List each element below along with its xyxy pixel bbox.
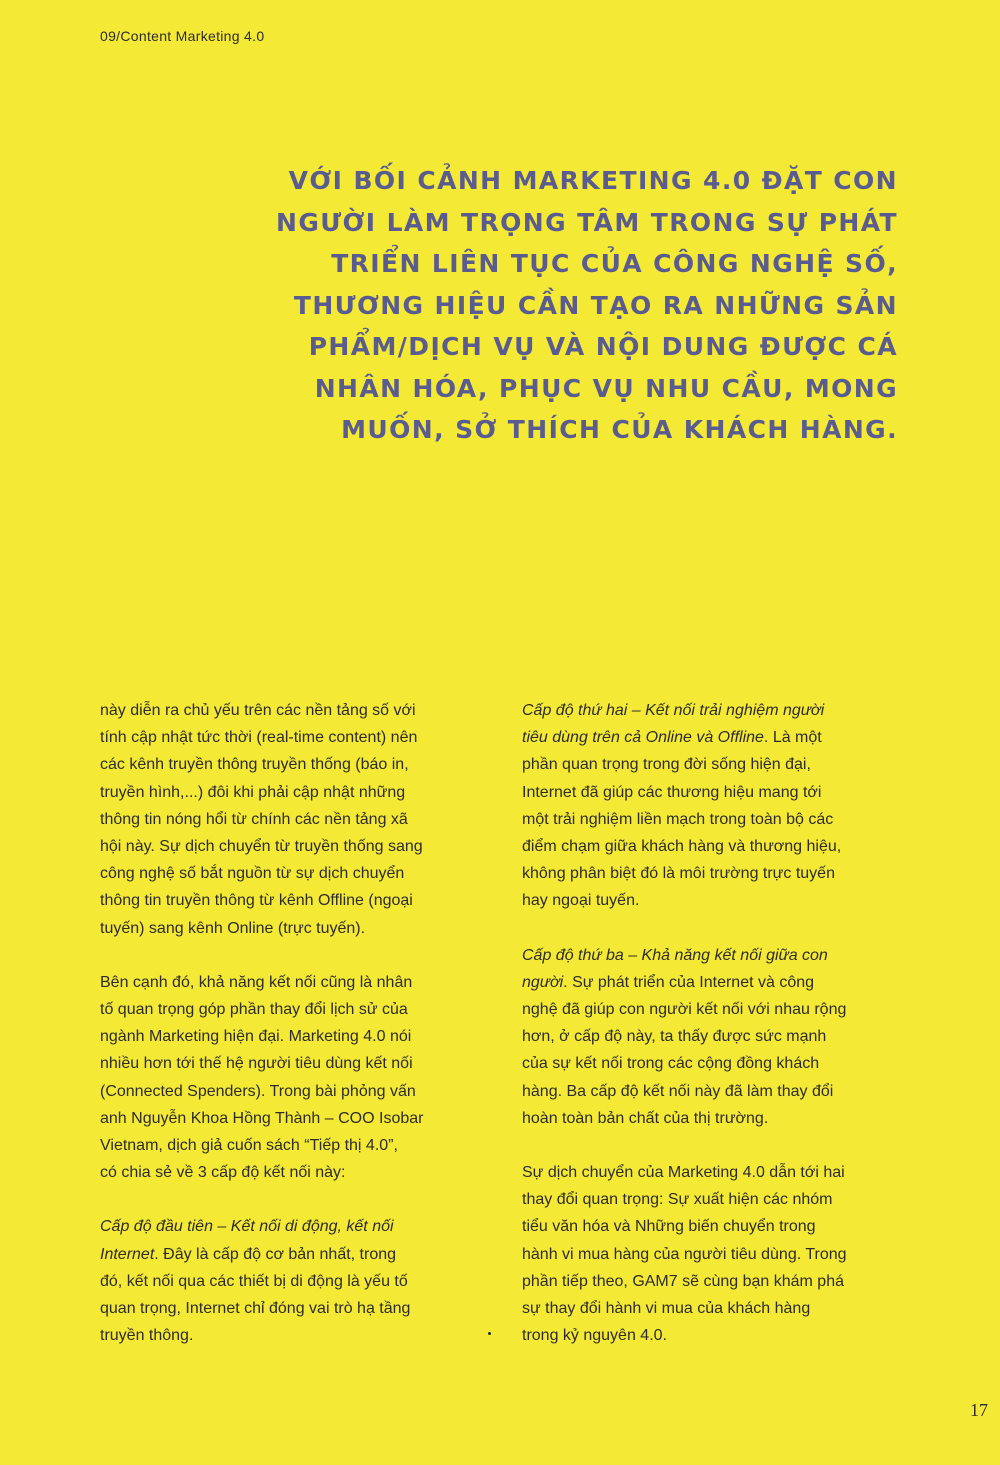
text-line: hơn, ở cấp độ này, ta thấy được sức mạnh [522,1028,827,1046]
level-one-title: Cấp độ đầu tiên – Kết nối di động, kết nối [100,1218,394,1236]
text-line [522,969,907,996]
text-line [522,724,907,751]
text-line: Internet đã giúp các thương hiệu mang tới [522,783,822,801]
text-run: . Sự phát triển của Internet và công [563,973,815,991]
text-line: công nghệ số bắt nguồn từ sự dịch chuyển [100,865,405,883]
pull-quote-line: NHÂN HÓA, PHỤC VỤ NHU CẦU, MONG [314,373,898,403]
text-line [522,942,907,969]
level-one-title-end: Internet [100,1245,155,1263]
page-number: 17 [970,1400,988,1420]
text-line: Vietnam, dịch giả cuốn sách “Tiếp thị 4.0”, [100,1137,398,1155]
text-line: tuyến) sang kênh Online (trực tuyến). [100,919,366,937]
level-three-title: Cấp độ thứ ba – Khả năng kết nối giữa con [522,946,828,964]
text-line: tiểu văn hóa và Những biến chuyển trong [522,1218,816,1236]
paragraph-connectivity [100,969,485,1187]
text-line: tính cập nhật tức thời (real-time content) nên [100,729,418,747]
text-line: phần tiếp theo, GAM7 sẽ cùng bạn khám phá [522,1272,844,1290]
paragraph-level-two [522,697,907,915]
pull-quote-line: MUỐN, SỞ THÍCH CỦA KHÁCH HÀNG. [341,415,898,444]
text-line: đó, kết nối qua các thiết bị di động là yếu tố [100,1272,408,1290]
text-line: trong kỷ nguyên 4.0. [522,1327,667,1345]
text-line [522,697,907,724]
text-line: phần quan trọng trong đời sống hiện đại, [522,756,811,774]
text-line: nghệ đã giúp con người kết nối với nhau rộng [522,1001,847,1019]
text-line: không phân biệt đó là môi trường trực tuyến [522,865,835,883]
stray-dot [488,1332,491,1335]
text-line: của sự kết nối trong các cộng đồng khách [522,1055,820,1073]
text-line: hội này. Sự dịch chuyển từ truyền thống sang [100,838,423,856]
text-line: Sự dịch chuyển của Marketing 4.0 dẫn tới hai [522,1164,845,1182]
right-column [522,697,907,1376]
text-line: quan trọng, Internet chỉ đóng vai trò hạ tầng [100,1300,411,1318]
text-run: . Đây là cấp độ cơ bản nhất, trong [154,1245,397,1263]
pull-quote-line: THƯƠNG HIỆU CẦN TẠO RA NHỮNG SẢN [293,290,898,320]
text-line: một trải nghiệm liền mạch trong toàn bộ các [522,810,834,828]
text-line: có chia sẻ về 3 cấp độ kết nối này: [100,1164,346,1182]
pull-quote-line: NGƯỜI LÀM TRỌNG TÂM TRONG SỰ PHÁT [276,207,898,237]
pull-quote-line: PHẨM/DỊCH VỤ VÀ NỘI DUNG ĐƯỢC CÁ [308,332,898,361]
text-line: truyền hình,...) đôi khi phải cập nhật những [100,783,406,801]
running-header: 09/Content Marketing 4.0 [100,28,265,44]
text-line: hàng. Ba cấp độ kết nối này đã làm thay đổi [522,1082,834,1100]
text-line: (Connected Spenders). Trong bài phỏng vấn [100,1082,416,1100]
text-line: thông tin truyền thông từ kênh Offline (ngoại [100,892,413,910]
text-line: hay ngoại tuyến. [522,892,640,910]
paragraph-conclusion [522,1159,907,1349]
pull-quote-line: VỚI BỐI CẢNH MARKETING 4.0 ĐẶT CON [288,166,898,195]
text-line: thay đổi quan trọng: Sự xuất hiện các nhóm [522,1191,833,1209]
left-column [100,697,485,1376]
text-line: ngành Marketing hiện đại. Marketing 4.0 nói [100,1028,412,1046]
level-three-title-end: người [522,973,564,991]
text-line: hành vi mua hàng của người tiêu dùng. Trong [522,1245,847,1263]
text-line [100,1213,485,1240]
text-line [100,1241,485,1268]
text-line: này diễn ra chủ yếu trên các nền tảng số với [100,702,416,719]
paragraph-platform-shift [100,697,485,942]
text-line: Bên cạnh đó, khả năng kết nối cũng là nhân [100,973,413,991]
text-line: anh Nguyễn Khoa Hồng Thành – COO Isobar [100,1109,424,1127]
level-two-title-end: tiêu dùng trên cả Online và Offline [522,729,764,747]
text-line: các kênh truyền thông truyền thống (báo in, [100,756,409,774]
text-line: nhiều hơn tới thế hệ người tiêu dùng kết nối [100,1055,413,1073]
pull-quote [258,160,898,451]
text-line: điểm chạm giữa khách hàng và thương hiệu, [522,838,842,856]
text-line: sự thay đổi hành vi mua của khách hàng [522,1300,811,1318]
text-line: thông tin nóng hổi từ chính các nền tảng xã [100,810,408,828]
paragraph-level-one [100,1213,485,1349]
pull-quote-line: TRIỂN LIÊN TỤC CỦA CÔNG NGHỆ SỐ, [331,249,898,278]
text-line: tố quan trọng góp phần thay đổi lịch sử của [100,1001,408,1019]
level-two-title: Cấp độ thứ hai – Kết nối trải nghiệm người [522,702,825,719]
text-run: . Là một [763,729,822,747]
text-line: truyền thông. [100,1327,194,1345]
paragraph-level-three [522,942,907,1132]
text-line: hoàn toàn bản chất của thị trường. [522,1109,769,1127]
